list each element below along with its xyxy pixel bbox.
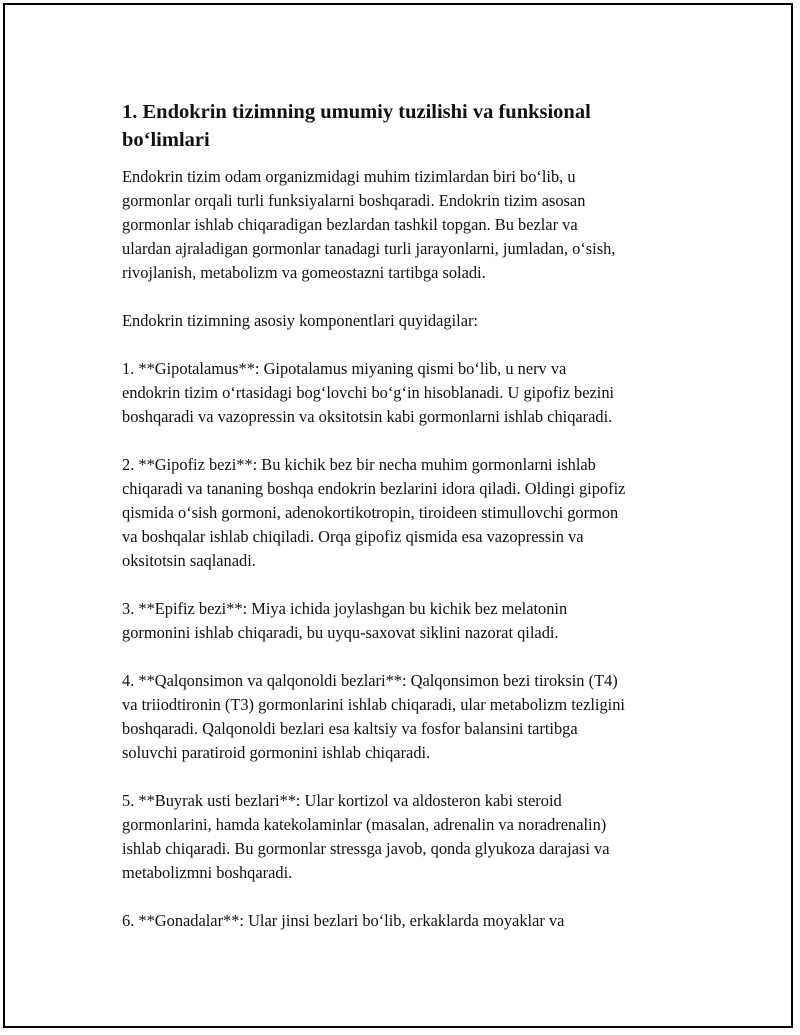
text-line: ishlab chiqaradi. Bu gormonlar stressga javob, qonda glyukoza darajasi va — [122, 839, 610, 858]
paragraph — [122, 597, 697, 645]
text-line: gormonlar ishlab chiqaradigan bezlardan tashkil topgan. Bu bezlar va — [122, 215, 578, 234]
text-line: 3. **Epifiz bezi**: Miya ichida joylashgan bu kichik bez melatonin — [122, 599, 568, 618]
text-line: 2. **Gipofiz bezi**: Bu kichik bez bir necha muhim gormonlarni ishlab — [122, 455, 596, 474]
text-line: oksitotsin saqlanadi. — [122, 551, 256, 570]
text-line: Endokrin tizimning asosiy komponentlari quyidagilar: — [122, 311, 478, 330]
text-line: 4. **Qalqonsimon va qalqonoldi bezlari**: Qalqonsimon bezi tiroksin (T4) — [122, 671, 618, 690]
page-title — [122, 98, 697, 154]
text-line: boshqaradi va vazopressin va oksitotsin kabi gormonlarni ishlab chiqaradi. — [122, 407, 613, 426]
page-frame — [3, 3, 793, 1028]
document-body — [122, 98, 697, 957]
title-line-1: 1. Endokrin tizimning umumiy tuzilishi va funksional — [122, 101, 591, 123]
paragraph — [122, 357, 697, 429]
paragraph — [122, 789, 697, 885]
paragraph-list — [122, 165, 697, 933]
paragraph — [122, 165, 697, 285]
text-line: va triiodtironin (T3) gormonlarini ishlab chiqaradi, ular metabolizm tezligini — [122, 695, 625, 714]
text-line: gormonini ishlab chiqaradi, bu uyqu-saxovat siklini nazorat qiladi. — [122, 623, 559, 642]
text-line: ulardan ajraladigan gormonlar tanadagi turli jarayonlarni, jumladan, o‘sish, — [122, 239, 616, 258]
text-line: 5. **Buyrak usti bezlari**: Ular kortizol va aldosteron kabi steroid — [122, 791, 562, 810]
text-line: chiqaradi va tananing boshqa endokrin bezlarini idora qiladi. Oldingi gipofiz — [122, 479, 626, 498]
text-line: 6. **Gonadalar**: Ular jinsi bezlari bo‘lib, erkaklarda moyaklar va — [122, 911, 565, 930]
paragraph — [122, 453, 697, 573]
text-line: endokrin tizim o‘rtasidagi bog‘lovchi bo‘g‘in hisoblanadi. U gipofiz bezini — [122, 383, 615, 402]
text-line: va boshqalar ishlab chiqiladi. Orqa gipofiz qismida esa vazopressin va — [122, 527, 584, 546]
text-line: rivojlanish, metabolizm va gomeostazni tartibga soladi. — [122, 263, 486, 282]
text-line: metabolizmni boshqaradi. — [122, 863, 293, 882]
text-line: qismida o‘sish gormoni, adenokortikotropin, tiroideen stimullovchi gormon — [122, 503, 619, 522]
paragraph — [122, 669, 697, 765]
title-line-2: bo‘limlari — [122, 129, 210, 151]
text-line: boshqaradi. Qalqonoldi bezlari esa kaltsiy va fosfor balansini tartibga — [122, 719, 578, 738]
text-line: gormonlarini, hamda katekolaminlar (masalan, adrenalin va noradrenalin) — [122, 815, 607, 834]
text-line: 1. **Gipotalamus**: Gipotalamus miyaning qismi bo‘lib, u nerv va — [122, 359, 567, 378]
text-line: gormonlar orqali turli funksiyalarni boshqaradi. Endokrin tizim asosan — [122, 191, 586, 210]
paragraph — [122, 309, 697, 333]
text-line: Endokrin tizim odam organizmidagi muhim tizimlardan biri bo‘lib, u — [122, 167, 576, 186]
text-line: soluvchi paratiroid gormonini ishlab chiqaradi. — [122, 743, 431, 762]
paragraph — [122, 909, 697, 933]
